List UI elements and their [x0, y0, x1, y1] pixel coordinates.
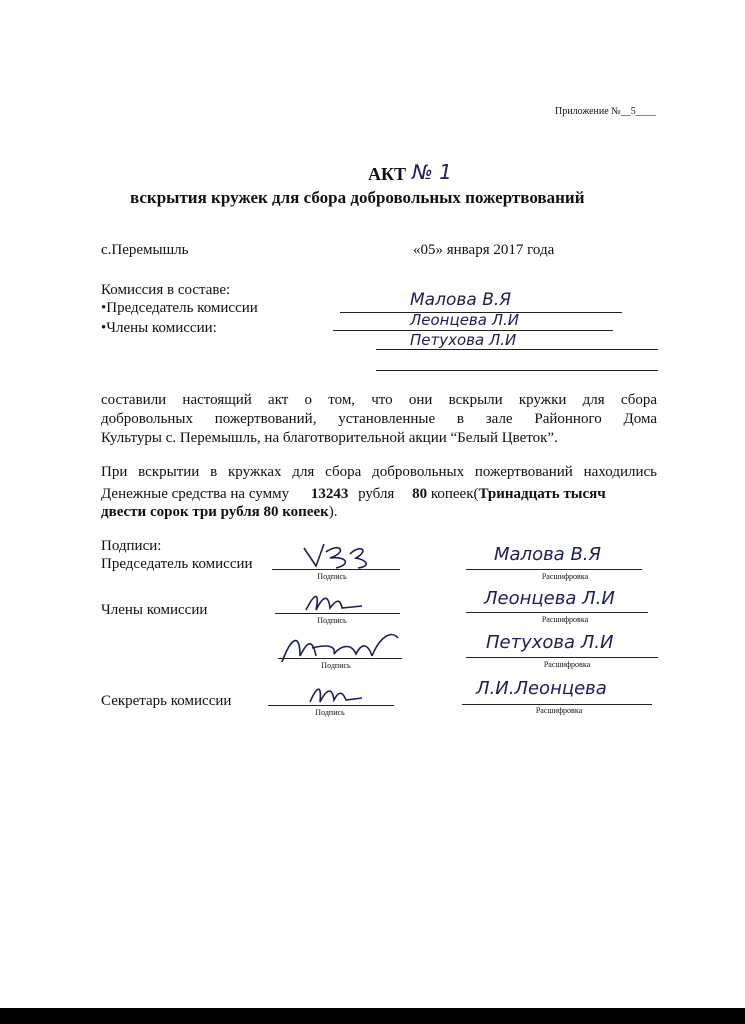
- commission-member2-name: Петухова Л.И: [410, 331, 517, 349]
- amount-rub: 13243: [310, 486, 349, 502]
- act-title: АКТ: [368, 164, 407, 184]
- member2-signature: [276, 626, 406, 672]
- signatures-secretary-label: Секретарь комиссии: [101, 693, 232, 709]
- commission-chairman-label: •Председатель комиссии: [101, 300, 258, 316]
- member2-decoding-line: [466, 657, 658, 658]
- chairman-decoding-name: Малова В.Я: [494, 544, 602, 565]
- paragraph1-line3: Культуры с. Перемышль, на благотворительной акции “Белый Цветок”.: [101, 430, 558, 446]
- amount-kop: 80: [412, 486, 428, 502]
- chairman-signature: [300, 538, 380, 572]
- member1-decoding-name: Леонцева Л.И: [484, 588, 615, 609]
- paragraph2-line2: [101, 484, 606, 504]
- scan-border-bottom: [0, 1008, 745, 1024]
- act-subtitle: вскрытия кружек для сбора добровольных пожертвований: [130, 188, 585, 207]
- place: с.Перемышль: [101, 242, 189, 258]
- secretary-decoding-caption: Расшифровка: [535, 706, 583, 715]
- commission-member1-name: Леонцева Л.И: [410, 311, 519, 329]
- signatures-heading: Подписи:: [101, 538, 162, 554]
- signatures-chairman-label: Председатель комиссии: [101, 556, 253, 572]
- member2-signature-caption: Подпись: [321, 661, 351, 670]
- paragraph1-line2: добровольных пожертвований, установленные в зале Районного Дома: [101, 411, 657, 427]
- member1-signature: [300, 588, 370, 616]
- rub-word: рубля: [358, 486, 395, 502]
- member1-decoding-caption: Расшифровка: [541, 615, 589, 624]
- amount-words-part2: двести сорок три рубля 80 копеек: [101, 504, 329, 520]
- paragraph2-line1: При вскрытии в кружках для сбора добровольных пожертвований находились: [101, 464, 657, 480]
- commission-heading: Комиссия в составе:: [101, 282, 231, 298]
- amount-prefix: Денежные средства на сумму: [101, 486, 290, 502]
- date: «05» января 2017 года: [413, 242, 555, 258]
- commission-members-label: •Члены комиссии:: [101, 320, 217, 336]
- member2-decoding-caption: Расшифровка: [543, 660, 591, 669]
- member2-name-line: [376, 349, 658, 350]
- member1-signature-caption: Подпись: [317, 616, 347, 625]
- amount-close: ).: [328, 504, 338, 520]
- chairman-decoding-line: [466, 569, 642, 570]
- amount-words-part1: Тринадцать тысяч: [478, 486, 606, 502]
- paragraph2-line3: [101, 502, 338, 522]
- commission-chairman-name: Малова В.Я: [410, 290, 512, 310]
- paragraph1-line1: составили настоящий акт о том, что они вскрыли кружки для сбора: [101, 392, 657, 408]
- secretary-signature: [306, 680, 368, 708]
- chairman-decoding-caption: Расшифровка: [541, 572, 589, 581]
- act-number-handwritten: № 1: [412, 160, 452, 184]
- kop-word: копеек(: [430, 486, 479, 502]
- signatures-members-label: Члены комиссии: [101, 602, 208, 618]
- appendix-label: Приложение №__5____: [555, 106, 656, 117]
- chairman-signature-caption: Подпись: [317, 572, 347, 581]
- member1-decoding-line: [466, 612, 648, 613]
- secretary-decoding-line: [462, 704, 652, 705]
- secretary-signature-caption: Подпись: [315, 708, 345, 717]
- member2-decoding-name: Петухова Л.И: [486, 632, 614, 653]
- extra-name-line: [376, 370, 658, 371]
- secretary-decoding-name: Л.И.Леонцева: [476, 678, 607, 699]
